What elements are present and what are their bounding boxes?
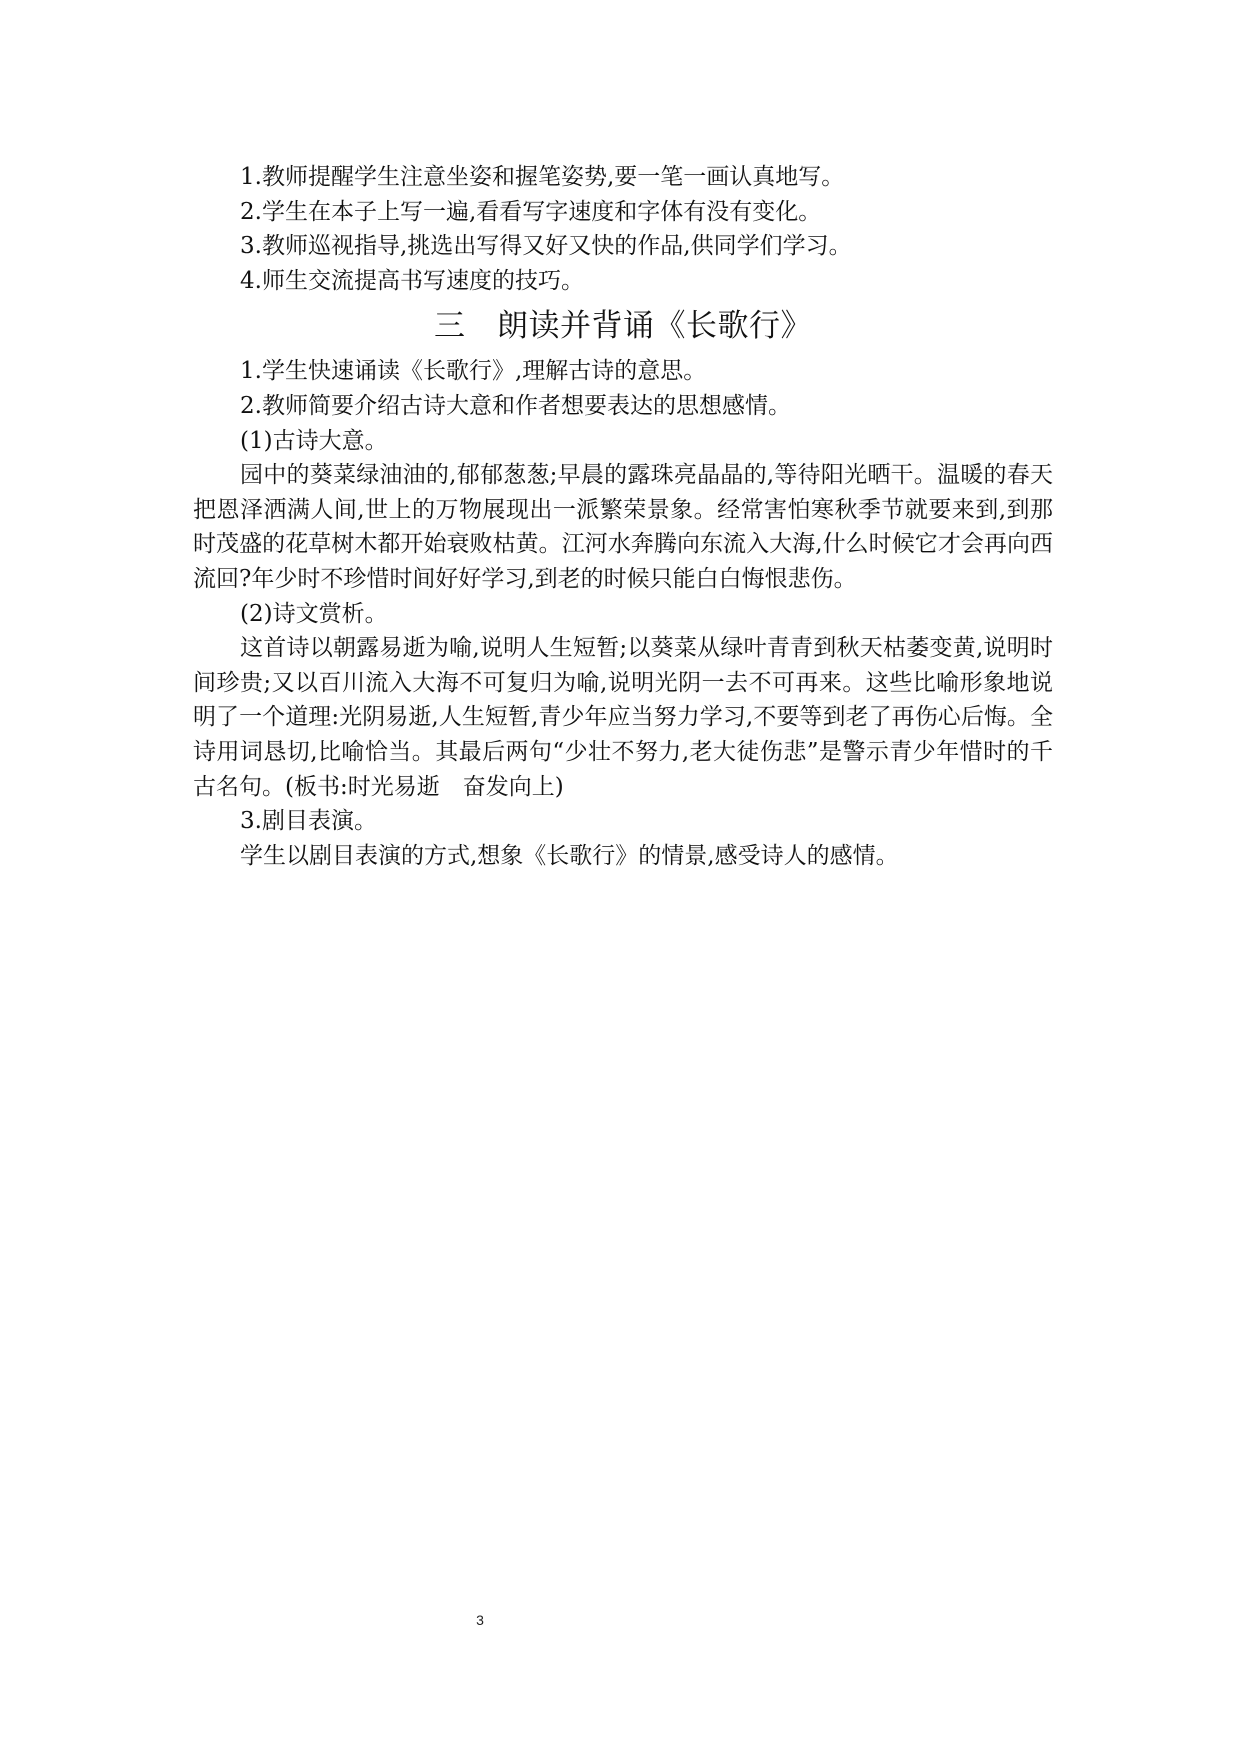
poem-meaning-paragraph: 园中的葵菜绿油油的,郁郁葱葱;早晨的露珠亮晶晶的,等待阳光晒干。温暖的春天把恩泽洒满人间,世上的万物展现出一派繁荣景象。经常害怕寒秋季节就要来到,到那时茂盛的花草树木都开始衰败枯黄。江河水奔腾向东流入大海,什么时候它才会再向西流回?年少时不珍惜时间好好学习,到老的时候只能白白悔恨悲伤。 bbox=[193, 462, 1053, 592]
writing-step-3: 3.教师巡视指导,挑选出写得又好又快的作品,供同学们学习。 bbox=[240, 233, 852, 260]
writing-step-2: 2.学生在本子上写一遍,看看写字速度和字体有没有变化。 bbox=[240, 198, 822, 225]
writing-step-4: 4.师生交流提高书写速度的技巧。 bbox=[240, 267, 584, 294]
poem-meaning-label: (1)古诗大意。 bbox=[240, 427, 388, 454]
recite-step-2: 2.教师简要介绍古诗大意和作者想要表达的思想感情。 bbox=[240, 392, 791, 419]
drama-step-label: 3.剧目表演。 bbox=[240, 808, 377, 835]
section-heading: 三 朗读并背诵《长歌行》 bbox=[434, 308, 812, 345]
poem-appreciation-paragraph: 这首诗以朝露易逝为喻,说明人生短暂;以葵菜从绿叶青青到秋天枯萎变黄,说明时间珍贵;又以百川流入大海不可复归为喻,说明光阴一去不可再来。这些比喻形象地说明了一个道理:光阴易逝,人生短暂,青少年应当努力学习,不要等到老了再伤心后悔。全诗用词恳切,比喻恰当。其最后两句“少壮不努力,老大徒伤悲”是警示青少年惜时的千古名句。(板书:时光易逝 奋发向上) bbox=[193, 635, 1053, 800]
drama-step-text: 学生以剧目表演的方式,想象《长歌行》的情景,感受诗人的感情。 bbox=[240, 842, 899, 869]
poem-appreciation-label: (2)诗文赏析。 bbox=[240, 600, 388, 627]
writing-step-1: 1.教师提醒学生注意坐姿和握笔姿势,要一笔一画认真地写。 bbox=[240, 164, 845, 190]
page-number: 3 bbox=[476, 1612, 484, 1628]
page-content bbox=[193, 160, 1053, 873]
recite-step-1: 1.学生快速诵读《长歌行》,理解古诗的意思。 bbox=[240, 358, 707, 385]
